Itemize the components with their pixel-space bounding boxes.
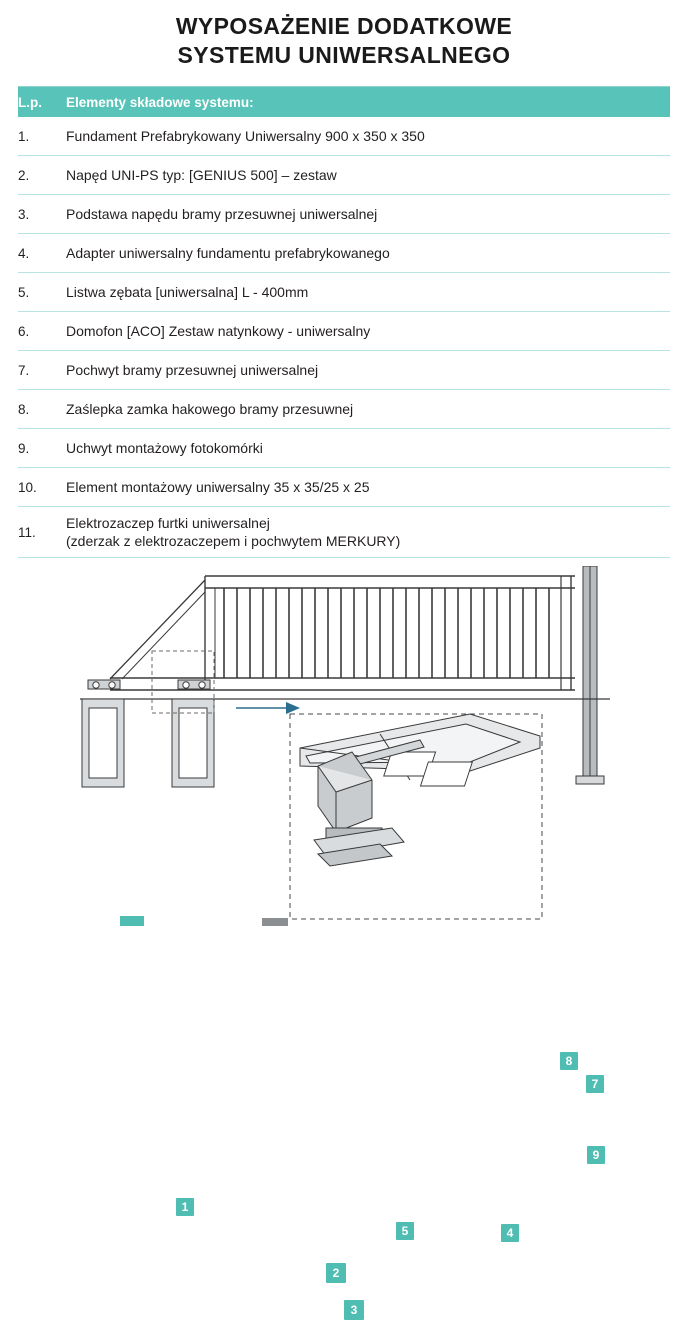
row-name: Fundament Prefabrykowany Uniwersalny 900 x 350 x 350 [56, 117, 670, 156]
table-row [18, 351, 670, 390]
table-row [18, 312, 670, 351]
row-name: Uchwyt montażowy fotokomórki [56, 429, 670, 468]
table-row [18, 117, 670, 156]
table-body [18, 117, 670, 558]
table-row [18, 156, 670, 195]
row-lp: 7. [18, 351, 56, 390]
table-row [18, 468, 670, 507]
gate-drawing [0, 566, 688, 926]
table-row [18, 234, 670, 273]
gate-illustration [0, 566, 688, 1317]
table-row [18, 390, 670, 429]
row-lp: 6. [18, 312, 56, 351]
callout-badge-1: 1 [176, 1198, 194, 1216]
page-title [0, 0, 688, 70]
row-name: Napęd UNI-PS typ: [GENIUS 500] – zestaw [56, 156, 670, 195]
row-name [56, 507, 670, 558]
row-name: Podstawa napędu bramy przesuwnej uniwersalnej [56, 195, 670, 234]
callout-badge-9: 9 [587, 1146, 605, 1164]
row-lp: 11. [18, 507, 56, 558]
row-lp: 8. [18, 390, 56, 429]
row-name-line-2: (zderzak z elektrozaczepem i pochwytem MERKURY) [66, 533, 401, 549]
row-lp: 3. [18, 195, 56, 234]
row-name: Listwa zębata [uniwersalna] L - 400mm [56, 273, 670, 312]
callout-badge-4: 4 [501, 1224, 519, 1242]
header-lp: L.p. [18, 87, 56, 117]
row-lp: 2. [18, 156, 56, 195]
table-header-row [18, 87, 670, 117]
row-name: Domofon [ACO] Zestaw natynkowy - uniwersalny [56, 312, 670, 351]
title-line-2: SYSTEMU UNIWERSALNEGO [177, 42, 511, 68]
row-lp: 4. [18, 234, 56, 273]
row-name: Zaślepka zamka hakowego bramy przesuwnej [56, 390, 670, 429]
components-table-wrapper [18, 86, 670, 558]
row-lp: 9. [18, 429, 56, 468]
row-lp: 5. [18, 273, 56, 312]
row-lp: 1. [18, 117, 56, 156]
header-name: Elementy składowe systemu: [56, 87, 670, 117]
table-row [18, 273, 670, 312]
table-row [18, 429, 670, 468]
callout-badge-3: 3 [344, 1300, 364, 1320]
row-name: Adapter uniwersalny fundamentu prefabrykowanego [56, 234, 670, 273]
row-name: Pochwyt bramy przesuwnej uniwersalnej [56, 351, 670, 390]
callout-badge-2: 2 [326, 1263, 346, 1283]
callout-badge-8: 8 [560, 1052, 578, 1070]
row-name-line-1: Elektrozaczep furtki uniwersalnej [66, 515, 270, 531]
table-header [18, 87, 670, 117]
callout-badge-7: 7 [586, 1075, 604, 1093]
title-line-1: WYPOSAŻENIE DODATKOWE [175, 13, 513, 39]
table-row [18, 507, 670, 558]
components-table [18, 87, 670, 558]
callout-badge-5: 5 [396, 1222, 414, 1240]
row-name: Element montażowy uniwersalny 35 x 35/25 x 25 [56, 468, 670, 507]
row-lp: 10. [18, 468, 56, 507]
table-row [18, 195, 670, 234]
